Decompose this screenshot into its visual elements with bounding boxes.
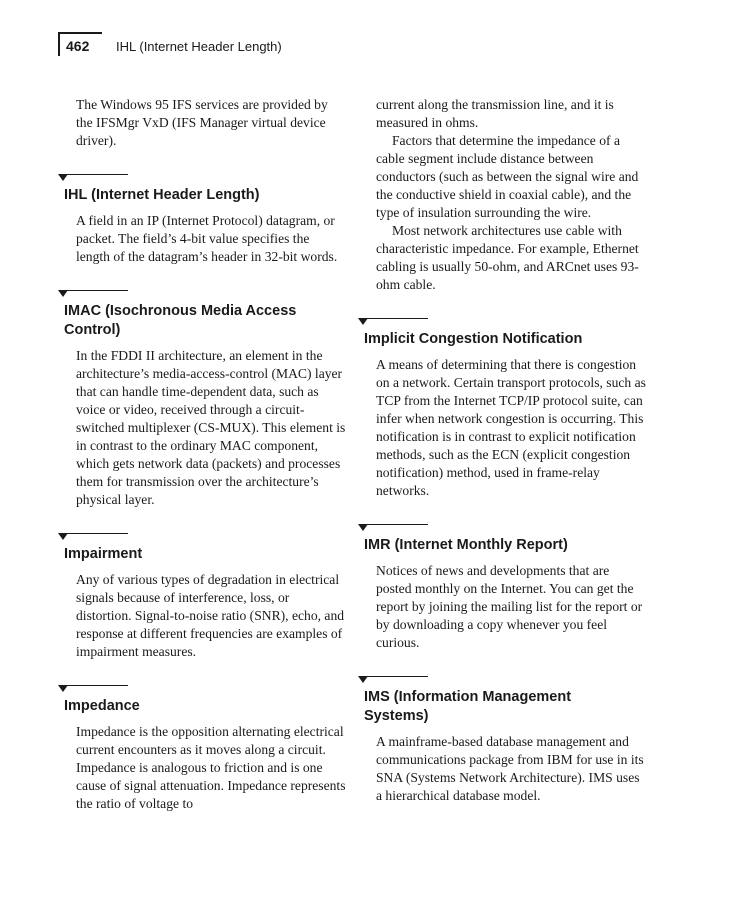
continuation-paragraph: Most network architectures use cable with characteristic impedance. For example, Ethernet cabling is usually 50-ohm, and ARCnet uses 93-ohm cable. <box>376 223 639 292</box>
entry-body: A mainframe-based database management and communications package from IBM for use in its SNA (Systems Network Architecture). IMS uses a hierarchical database model. <box>376 734 644 803</box>
entry-imac <box>62 288 352 509</box>
entry-marker <box>62 288 128 298</box>
entry-marker <box>362 316 428 326</box>
triangle-marker-icon <box>58 533 68 540</box>
entry-body: Any of various types of degradation in electrical signals because of interference, loss, or distortion. Signal-to-noise ratio (SNR), echo, and response at different frequencies are examples of impairment measures. <box>76 572 345 659</box>
running-title: IHL (Internet Header Length) <box>116 39 282 54</box>
left-column <box>62 96 352 813</box>
running-head-rule-vertical <box>58 32 60 56</box>
entry-title: IMR (Internet Monthly Report) <box>364 537 568 553</box>
entry-implicit-congestion-notification <box>362 316 652 500</box>
continuation-paragraph: current along the transmission line, and it is measured in ohms. <box>376 97 614 130</box>
entry-body: A field in an IP (Internet Protocol) datagram, or packet. The field’s 4-bit value specifies the length of the datagram’s header in 32-bit words. <box>76 213 338 264</box>
continuation-paragraph: Factors that determine the impedance of a cable segment include distance between conductors (such as between the signal wire and the conductive shield in coaxial cable), and the type of insulation surrounding the wire. <box>376 133 639 220</box>
entry-title: Impedance <box>64 698 140 714</box>
entry-title: Implicit Congestion Notification <box>364 331 583 347</box>
entry-marker <box>362 522 428 532</box>
triangle-marker-icon <box>358 676 368 683</box>
running-head-rule-horizontal <box>58 32 102 34</box>
triangle-marker-icon <box>358 318 368 325</box>
entry-ims <box>362 674 652 805</box>
entry-impedance <box>62 683 352 813</box>
entry-title: IMAC (Isochronous Media Access Control) <box>64 303 297 338</box>
entry-marker <box>62 531 128 541</box>
running-head <box>58 30 378 56</box>
right-column <box>362 96 652 805</box>
entry-marker <box>62 683 128 693</box>
entry-marker <box>62 172 128 182</box>
entry-imr <box>362 522 652 652</box>
triangle-marker-icon <box>58 174 68 181</box>
entry-body: In the FDDI II architecture, an element in the architecture’s media-access-control (MAC) layer that can handle time-dependent data, such as voice or video, received through a circuit-switched multiplexer (CS-MUX). This element is in contrast to the ordinary MAC component, which gets network data (packets) and processes them for transmission over the architecture’s physical layer. <box>76 348 346 507</box>
triangle-marker-icon <box>358 524 368 531</box>
entry-body: Impedance is the opposition alternating electrical current encounters as it moves along a circuit. Impedance is analogous to friction and is one cause of signal attenuation. Impedance represents the ratio of voltage to <box>76 724 346 811</box>
entry-title: IMS (Information Management Systems) <box>364 689 572 724</box>
entry-title: IHL (Internet Header Length) <box>64 187 260 203</box>
entry-title: Impairment <box>64 546 143 562</box>
triangle-marker-icon <box>58 685 68 692</box>
entry-body: A means of determining that there is congestion on a network. Certain transport protocols, such as TCP from the Internet TCP/IP protocol suite, can infer when network congestion is occurring. This notification is in contrast to explicit notification methods, such as the ECN (explicit congestion notification) method, used in frame-relay networks. <box>376 357 646 498</box>
intro-paragraph: The Windows 95 IFS services are provided by the IFSMgr VxD (IFS Manager virtual device driver). <box>76 97 328 148</box>
triangle-marker-icon <box>58 290 68 297</box>
entry-ihl <box>62 172 352 266</box>
entry-impairment <box>62 531 352 661</box>
entry-body: Notices of news and developments that are posted monthly on the Internet. You can get the report by joining the mailing list for the report or by downloading a copy whenever you feel curious. <box>376 563 643 650</box>
page-number: 462 <box>66 38 90 54</box>
entry-marker <box>362 674 428 684</box>
